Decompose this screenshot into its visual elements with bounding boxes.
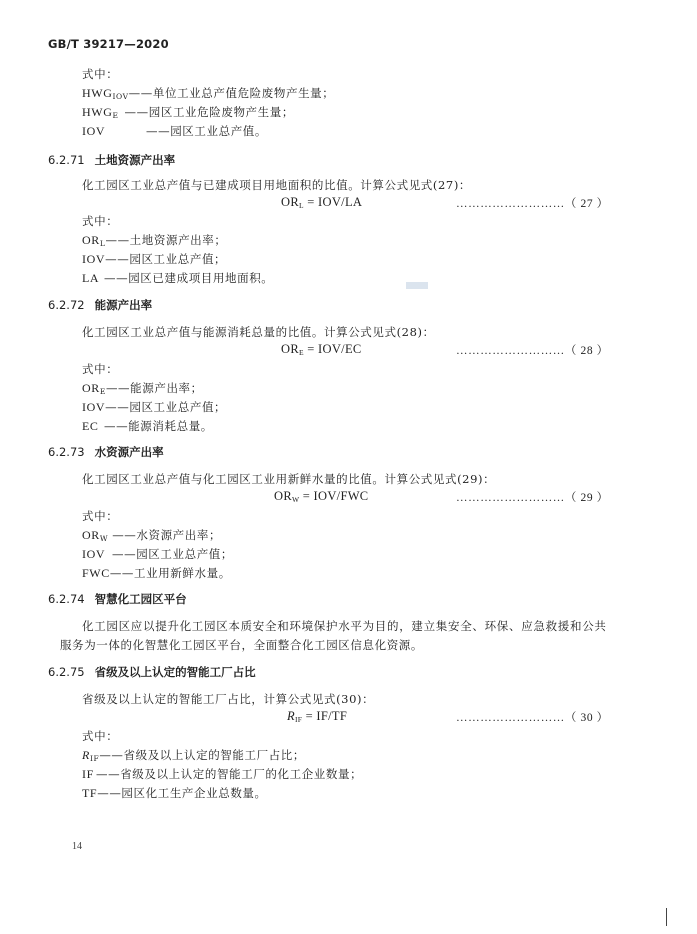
- symbol: LA: [82, 271, 100, 285]
- formula-rhs: = IF/TF: [302, 709, 348, 723]
- paragraph: 省级及以上认定的智能工厂占比，计算公式见式(30)：: [82, 692, 375, 706]
- section-heading-6-2-75: [48, 664, 256, 680]
- standard-number: GB/T 39217—2020: [48, 37, 169, 51]
- definition-text: ——水资源产出率；: [112, 528, 222, 542]
- paragraph: 化工园区工业总产值与能源消耗总量的比值。计算公式见式(28)：: [82, 325, 435, 339]
- watermark-smudge: [406, 282, 428, 289]
- definition-text: ——省级及以上认定的智能工厂占比；: [99, 748, 306, 762]
- formula-lhs: R: [287, 709, 295, 723]
- page-number: 14: [72, 841, 82, 852]
- definition-line: [82, 104, 294, 120]
- definition-line: [82, 546, 233, 562]
- definition-text: ——园区工业总产值；: [105, 400, 227, 414]
- formula-29: [274, 489, 368, 504]
- symbol: HWG: [82, 105, 113, 119]
- symbol: IOV: [82, 252, 106, 266]
- definition-line: [82, 527, 221, 543]
- equation-number: ………………………（ 30 ）: [456, 712, 609, 724]
- paragraph: 化工园区工业总产值与化工园区工业用新鲜水量的比值。计算公式见式(29)：: [82, 472, 496, 486]
- definition-line: [82, 85, 334, 101]
- section-title: 省级及以上认定的智能工厂占比: [94, 665, 256, 679]
- formula-subscript: E: [298, 348, 304, 357]
- definition-text: ——园区工业危险废物产生量；: [124, 105, 294, 119]
- definition-line: [82, 251, 226, 267]
- formula-lhs: OR: [274, 489, 292, 503]
- formula-subscript: IF: [294, 715, 303, 724]
- section-title: 智慧化工园区平台: [94, 592, 187, 606]
- formula-rhs: = IOV/FWC: [299, 489, 369, 503]
- formula-rhs: = IOV/EC: [303, 342, 362, 356]
- symbol: IOV: [82, 400, 106, 414]
- section-number: 6.2.71: [48, 153, 85, 167]
- symbol: IOV: [82, 124, 106, 138]
- definition-text: ——园区工业总产值。: [146, 124, 267, 138]
- formula-30: [287, 709, 347, 724]
- section-heading-6-2-71: [48, 152, 175, 168]
- definition-line: [82, 785, 267, 801]
- definition-line: [82, 766, 362, 782]
- section-title: 土地资源产出率: [94, 153, 176, 167]
- definition-line: [82, 565, 231, 581]
- section-heading-6-2-72: [48, 297, 152, 313]
- formula-lhs: OR: [281, 195, 299, 209]
- paragraph: 化工园区应以提升化工园区本质安全和环境保护水平为目的，建立集安全、环保、应急救援和公共: [82, 619, 607, 633]
- equation-number: ………………………（ 27 ）: [456, 198, 609, 210]
- symbol-subscript: E: [112, 111, 119, 120]
- symbol: HWG: [82, 86, 113, 100]
- crop-mark: [666, 908, 667, 926]
- symbol-subscript: E: [99, 387, 106, 396]
- section-heading-6-2-73: [48, 444, 164, 460]
- definition-line: [82, 232, 226, 248]
- section-number: 6.2.74: [48, 592, 85, 606]
- symbol: EC: [82, 419, 99, 433]
- symbol: IF: [82, 767, 94, 781]
- section-number: 6.2.75: [48, 665, 85, 679]
- definition-text: ——园区工业总产值；: [105, 252, 227, 266]
- formula-lhs: OR: [281, 342, 299, 356]
- definition-text: ——能源产出率；: [105, 381, 203, 395]
- where-label: 式中：: [82, 729, 119, 743]
- section-heading-6-2-74: [48, 591, 187, 607]
- section-number: 6.2.72: [48, 298, 85, 312]
- symbol: IOV: [82, 547, 106, 561]
- where-label: 式中：: [82, 67, 119, 81]
- equation-number: ………………………（ 29 ）: [456, 492, 609, 504]
- symbol: OR: [82, 381, 100, 395]
- symbol: TF: [82, 786, 98, 800]
- symbol: FWC: [82, 566, 110, 580]
- definition-text: ——能源消耗总量。: [104, 419, 213, 433]
- definition-line: [82, 399, 226, 415]
- definition-text: ——土地资源产出率；: [105, 233, 227, 247]
- definition-text: ——园区化工生产企业总数量。: [97, 786, 267, 800]
- definition-text: ——单位工业总产值危险废物产生量；: [128, 86, 335, 100]
- definition-line: [82, 747, 305, 763]
- definition-line: [82, 270, 273, 286]
- definition-text: ——园区工业总产值；: [112, 547, 233, 561]
- section-title: 能源产出率: [94, 298, 153, 312]
- where-label: 式中：: [82, 362, 119, 376]
- symbol-subscript: IOV: [112, 92, 129, 101]
- symbol: OR: [82, 233, 100, 247]
- symbol-subscript: W: [99, 534, 109, 543]
- formula-rhs: = IOV/LA: [303, 195, 363, 209]
- definition-text: ——省级及以上认定的智能工厂的化工企业数量；: [96, 767, 363, 781]
- paragraph: 化工园区工业总产值与已建成项目用地面积的比值。计算公式见式(27)：: [82, 178, 472, 192]
- section-number: 6.2.73: [48, 445, 85, 459]
- formula-subscript: W: [291, 495, 300, 504]
- definition-line: [82, 123, 267, 139]
- formula-subscript: L: [298, 201, 304, 210]
- formula-28: [281, 342, 362, 357]
- definition-line: [82, 418, 213, 434]
- definition-text: ——园区已建成项目用地面积。: [104, 271, 274, 285]
- where-label: 式中：: [82, 214, 119, 228]
- paragraph-continued: 服务为一体的化智慧化工园区平台，全面整合化工园区信息化资源。: [60, 638, 423, 652]
- symbol-subscript: IF: [89, 754, 100, 763]
- section-title: 水资源产出率: [94, 445, 164, 459]
- equation-number: ………………………（ 28 ）: [456, 345, 609, 357]
- symbol: R: [82, 748, 90, 762]
- symbol: OR: [82, 528, 100, 542]
- formula-27: [281, 195, 362, 210]
- where-label: 式中：: [82, 509, 119, 523]
- symbol-subscript: L: [99, 239, 106, 248]
- definition-text: ——工业用新鲜水量。: [109, 566, 231, 580]
- definition-line: [82, 380, 203, 396]
